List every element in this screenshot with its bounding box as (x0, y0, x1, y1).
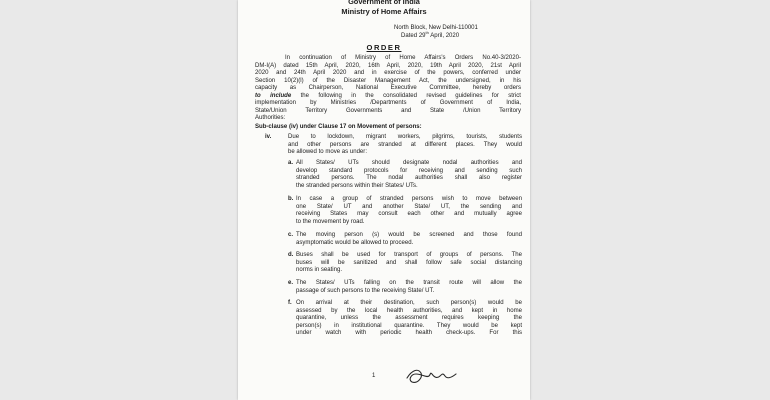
page-number: 1 (372, 373, 376, 379)
item-a-text: All States/ UTs should designate nodal authorities and develop standard protocols for receiving and sending such stranded persons. The nodal authorities shall also register the stranded persons within their States/ UTs. (296, 160, 522, 189)
item-e-text: The States/ UTs falling on the transit route will allow the passage of such persons to the receiving State/ UT. (296, 280, 522, 294)
clause-iv-marker: iv. (265, 134, 272, 140)
item-f-text: On arrival at their destination, such person(s) would be assessed by the local health authorities, and kept in home quarantine, unless the assessment requires keeping the person(s) in institutional quarantine. They would be kept under watch with periodic health check-ups. For this (296, 300, 522, 336)
item-b-marker: b. (288, 196, 294, 202)
item-d-marker: d. (288, 252, 294, 258)
subclause-heading: Sub-clause (iv) under Clause 17 on Movement of persons: (255, 124, 422, 130)
item-e-marker: e. (288, 280, 294, 286)
item-b-text: In case a group of stranded persons wish to move between one State/ UT and another State/ UT, the sending and receiving States may consult each other and mutually agree to the movement by road. (296, 196, 522, 225)
address-location: North Block, New Delhi-110001 (394, 25, 478, 31)
item-f-marker: f. (288, 300, 292, 306)
signature (404, 364, 460, 390)
header-government: Government of India (348, 0, 420, 6)
header-ministry: Ministry of Home Affairs (341, 7, 427, 16)
item-d-text: Buses shall be used for transport of groups of persons. The buses will be sanitized and shall follow safe social distancing norms in seating. (296, 252, 522, 273)
item-c-text: The moving person (s) would be screened and those found asymptomatic would be allowed to proceed. (296, 232, 522, 246)
document-page (238, 0, 530, 400)
order-title: ORDER (366, 43, 402, 52)
to-include-emphasis: to include (255, 92, 292, 99)
clause-iv-text: Due to lockdown, migrant workers, pilgrims, tourists, students and other persons are stranded at different places. They would be allowed to move as under: (288, 134, 522, 155)
item-c-marker: c. (288, 232, 294, 238)
intro-paragraph: In continuation of Ministry of Home Affairs's Orders No.40-3/2020- DM-I(A) dated 15th April, 2020, 16th April, 2020, 19th April 2020, 21st April 2020 and 24th April 2020 and in exercise of the powers, conferred under Section 10(2)(l) of the Disaster Management Act, the undersigned, in his capacity as Chairperson, National Executive Committee, hereby orders to include the following in the consolidated revised guidelines for strict implementation by Ministries /Departments of Government of India, State/Union Territory Governments and State /Union Territory Authorities: (255, 55, 521, 121)
order-date: Dated 29th April, 2020 (401, 30, 460, 39)
item-a-marker: a. (288, 160, 294, 166)
